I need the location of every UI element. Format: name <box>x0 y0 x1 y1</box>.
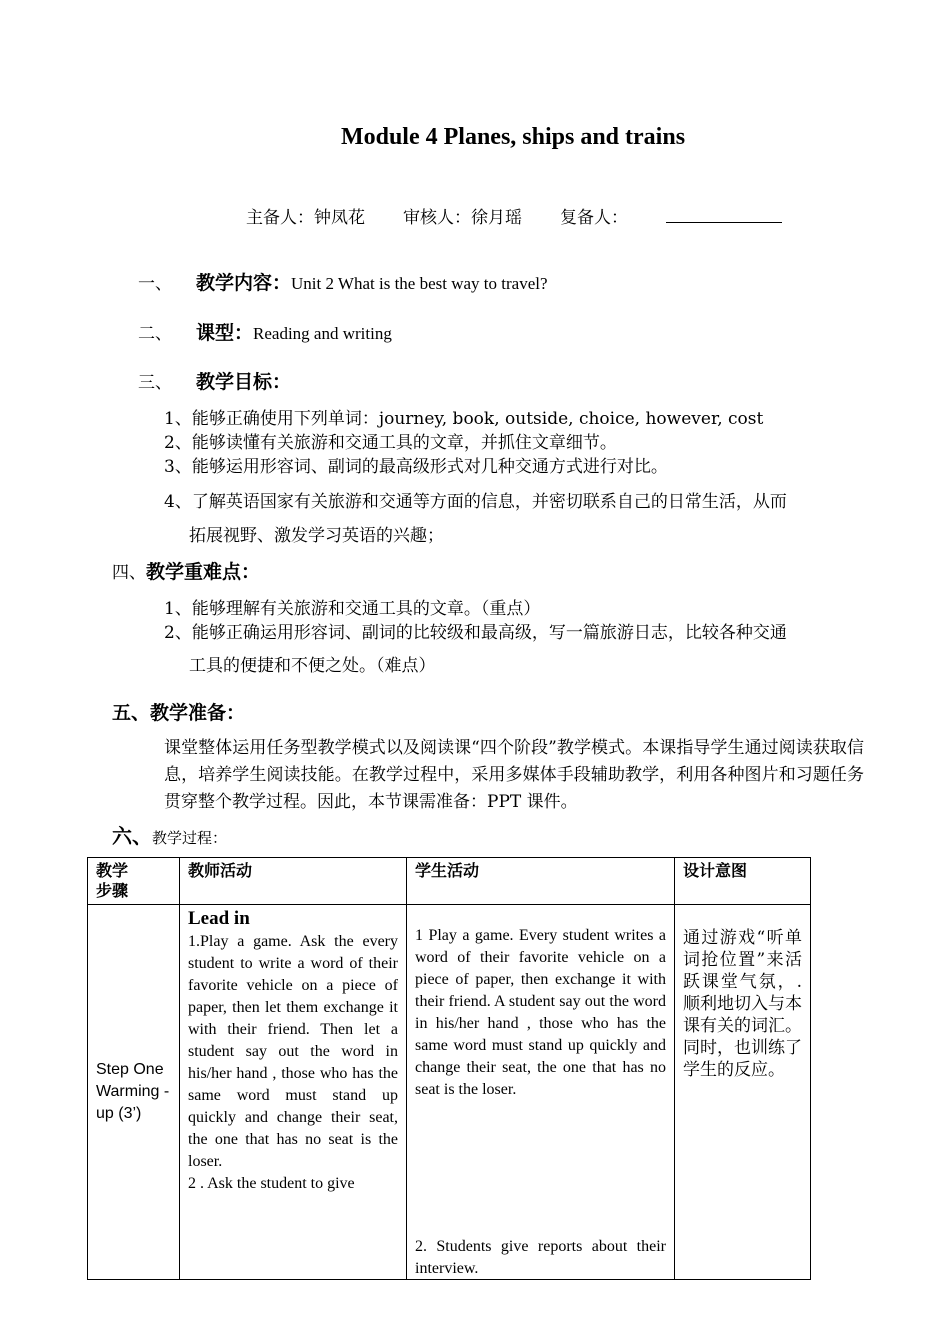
header-student: 学生活动 <box>407 858 675 905</box>
header-step: 教学步骤 <box>88 858 180 905</box>
preparation-text: 课堂整体运用任务型教学模式以及阅读课“四个阶段”教学模式。本课指导学生通过阅读获取信息，培养学生阅读技能。在教学过程中，采用多媒体手段辅助教学，利用各种图片和习题任务贯穿整个教学过程。因此，本节课需准备：PPT 课件。 <box>164 738 864 812</box>
header-design: 设计意图 <box>675 858 811 905</box>
student-activity-2: 2. Students give reports about their interview. <box>415 1238 666 1277</box>
teacher-heading: Lead in <box>188 908 250 929</box>
section-5-heading: 五、教学准备： <box>112 702 246 724</box>
keypoint-2-cont: 工具的便捷和不便之处。（难点） <box>189 656 436 676</box>
section-2: 二、 课型：Reading and writing <box>138 322 392 344</box>
design-cell <box>675 905 811 1280</box>
table-row <box>88 905 811 1280</box>
page-title: Module 4 Planes, ships and trains <box>340 124 686 150</box>
section-6-heading: 六、教学过程： <box>112 824 228 848</box>
student-activity: 1 Play a game. Every student writes a word of their favorite vehicle on a piece of paper, then exchange it with their friend. A student say out the word in his/her hand , those who has the same word must stand up quickly and change their seat, the one that has no seat is the loser. <box>415 927 666 1098</box>
keypoint-2: 2、能够正确运用形容词、副词的比较级和最高级，写一篇旅游日志，比较各种交通 <box>164 623 787 643</box>
step-cell: Step One Warming -up (3’) <box>88 905 180 1280</box>
keypoint-1: 1、能够理解有关旅游和交通工具的文章。（重点） <box>164 599 541 619</box>
objective-4-cont: 拓展视野、激发学习英语的兴趣； <box>189 526 444 546</box>
section-4-heading: 四、教学重难点： <box>112 561 261 583</box>
section-1: 一、 教学内容：Unit 2 What is the best way to travel? <box>138 272 548 294</box>
objective-3: 3、能够运用形容词、副词的最高级形式对几种交通方式进行对比。 <box>164 457 668 477</box>
design-intent: 通过游戏“听单词抢位置”来活跃课堂气氛，.顺利地切入与本课有关的词汇。 <box>683 928 802 1036</box>
table-header-row <box>88 858 811 905</box>
objective-4: 4、了解英语国家有关旅游和交通等方面的信息，并密切联系自己的日常生活，从而 <box>164 492 787 512</box>
teacher-activity-2: 2 . Ask the student to give <box>188 1175 355 1192</box>
co-preparer: 复备人： <box>560 208 820 228</box>
section-3-heading: 三、 教学目标： <box>138 371 292 393</box>
preparer-line <box>246 203 820 228</box>
teacher-cell <box>180 905 407 1280</box>
process-table <box>87 857 811 1280</box>
header-teacher: 教师活动 <box>180 858 407 905</box>
preparer: 主备人：钟凤花 <box>246 208 365 228</box>
teacher-activity: 1.Play a game. Ask the every student to write a word of their favorite vehicle on a piece of paper, then let them exchange it with their friend. Then let a student say out the word in his/her hand , those who has the same word must stand up quickly and change their seat, the one that has no seat is the loser. <box>188 933 398 1170</box>
design-intent-2: 同时，也训练了学生的反应。 <box>683 1038 802 1080</box>
objective-2: 2、能够读懂有关旅游和交通工具的文章，并抓住文章细节。 <box>164 433 617 453</box>
reviewer: 审核人：徐月瑶 <box>403 208 522 228</box>
objective-1: 1、能够正确使用下列单词：journey, book, outside, choice, however, cost <box>164 409 764 429</box>
student-cell <box>407 905 675 1280</box>
